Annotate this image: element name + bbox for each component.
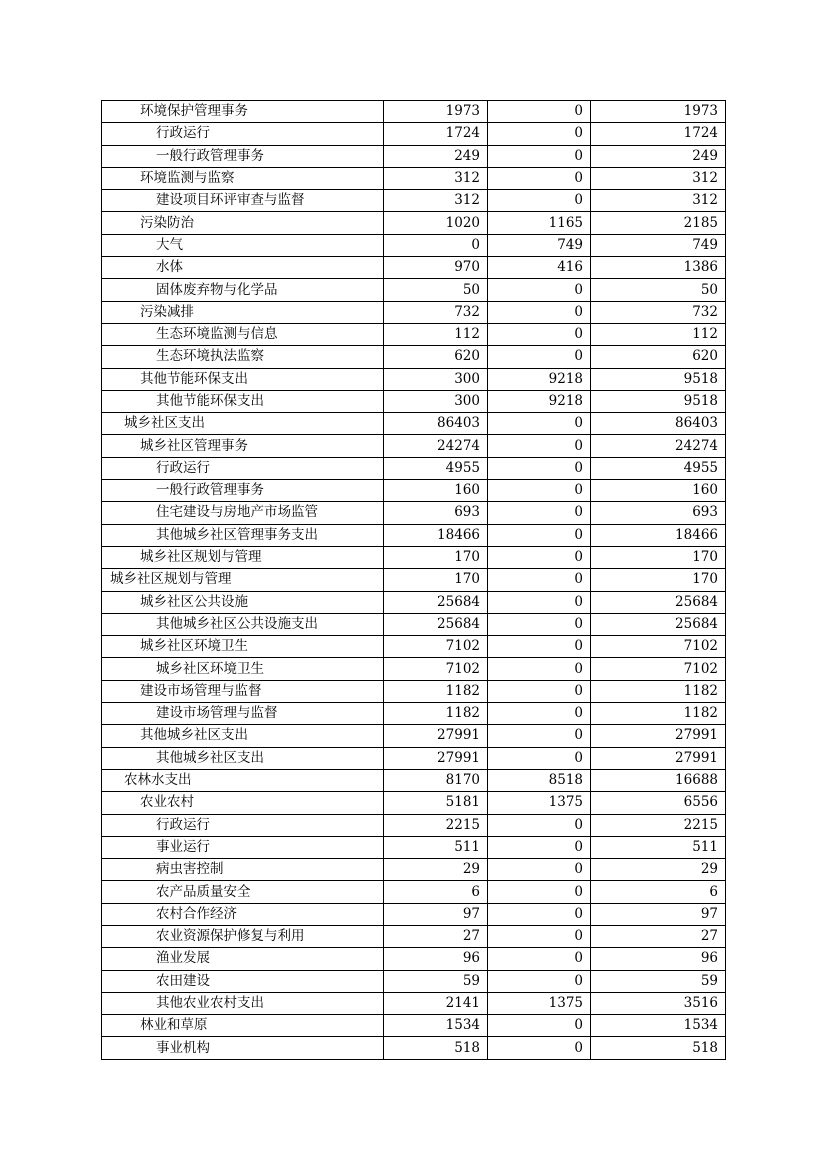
table-row — [102, 212, 726, 234]
value-cell-col2: 0 — [488, 524, 591, 546]
value-cell-col1: 1724 — [384, 123, 488, 145]
value-cell-total: 7102 — [591, 636, 726, 658]
value-cell-col2: 0 — [488, 457, 591, 479]
value-cell-total: 25684 — [591, 591, 726, 613]
table-row — [102, 769, 726, 791]
value-cell-col1: 300 — [384, 390, 488, 412]
item-name-cell: 其他城乡社区支出 — [102, 725, 384, 747]
table-row — [102, 502, 726, 524]
table-row — [102, 190, 726, 212]
table-row — [102, 546, 726, 568]
table-row — [102, 613, 726, 635]
value-cell-col2: 0 — [488, 413, 591, 435]
item-name-cell: 固体废弃物与化学品 — [102, 279, 384, 301]
table-row — [102, 368, 726, 390]
value-cell-col1: 112 — [384, 323, 488, 345]
value-cell-col2: 0 — [488, 836, 591, 858]
value-cell-total: 1534 — [591, 1015, 726, 1037]
value-cell-col1: 1182 — [384, 703, 488, 725]
value-cell-total: 732 — [591, 301, 726, 323]
value-cell-col2: 0 — [488, 859, 591, 881]
item-name-cell: 其他节能环保支出 — [102, 368, 384, 390]
value-cell-total: 6 — [591, 881, 726, 903]
table-row — [102, 569, 726, 591]
table-row — [102, 792, 726, 814]
table-row — [102, 167, 726, 189]
value-cell-col1: 249 — [384, 145, 488, 167]
table-row — [102, 992, 726, 1014]
table-row — [102, 747, 726, 769]
item-name-cell: 城乡社区环境卫生 — [102, 636, 384, 658]
item-name-cell: 污染减排 — [102, 301, 384, 323]
item-name-cell: 农林水支出 — [102, 769, 384, 791]
item-name-cell: 事业运行 — [102, 836, 384, 858]
value-cell-col1: 6 — [384, 881, 488, 903]
value-cell-col2: 0 — [488, 948, 591, 970]
item-name-cell: 农村合作经济 — [102, 903, 384, 925]
item-name-cell: 其他农业农村支出 — [102, 992, 384, 1014]
value-cell-col2: 0 — [488, 346, 591, 368]
value-cell-total: 96 — [591, 948, 726, 970]
value-cell-col2: 1165 — [488, 212, 591, 234]
value-cell-total: 1182 — [591, 703, 726, 725]
item-name-cell: 建设项目环评审查与监督 — [102, 190, 384, 212]
value-cell-col1: 27991 — [384, 747, 488, 769]
item-name-cell: 农业农村 — [102, 792, 384, 814]
value-cell-col2: 0 — [488, 747, 591, 769]
table-row — [102, 814, 726, 836]
value-cell-col2: 0 — [488, 1037, 591, 1059]
value-cell-col2: 416 — [488, 257, 591, 279]
table-row — [102, 591, 726, 613]
value-cell-col2: 9218 — [488, 368, 591, 390]
value-cell-col2: 0 — [488, 145, 591, 167]
value-cell-col1: 170 — [384, 546, 488, 568]
item-name-cell: 农业资源保护修复与利用 — [102, 925, 384, 947]
value-cell-total: 27 — [591, 925, 726, 947]
item-name-cell: 渔业发展 — [102, 948, 384, 970]
value-cell-col2: 0 — [488, 480, 591, 502]
table-row — [102, 257, 726, 279]
table-row — [102, 346, 726, 368]
item-name-cell: 其他节能环保支出 — [102, 390, 384, 412]
value-cell-col1: 27991 — [384, 725, 488, 747]
value-cell-col2: 9218 — [488, 390, 591, 412]
budget-table — [101, 100, 726, 1060]
item-name-cell: 城乡社区规划与管理 — [102, 569, 384, 591]
value-cell-col1: 1182 — [384, 680, 488, 702]
item-name-cell: 行政运行 — [102, 123, 384, 145]
value-cell-total: 3516 — [591, 992, 726, 1014]
table-row — [102, 101, 726, 123]
value-cell-col1: 7102 — [384, 636, 488, 658]
value-cell-total: 1724 — [591, 123, 726, 145]
value-cell-col2: 0 — [488, 435, 591, 457]
table-row — [102, 1015, 726, 1037]
value-cell-col1: 518 — [384, 1037, 488, 1059]
value-cell-col1: 18466 — [384, 524, 488, 546]
value-cell-col1: 1973 — [384, 101, 488, 123]
value-cell-col1: 27 — [384, 925, 488, 947]
value-cell-col2: 0 — [488, 591, 591, 613]
value-cell-col1: 1534 — [384, 1015, 488, 1037]
table-row — [102, 413, 726, 435]
value-cell-total: 518 — [591, 1037, 726, 1059]
item-name-cell: 其他城乡社区公共设施支出 — [102, 613, 384, 635]
item-name-cell: 城乡社区管理事务 — [102, 435, 384, 457]
value-cell-col1: 97 — [384, 903, 488, 925]
table-row — [102, 145, 726, 167]
item-name-cell: 其他城乡社区支出 — [102, 747, 384, 769]
table-row — [102, 658, 726, 680]
value-cell-col1: 312 — [384, 167, 488, 189]
value-cell-col1: 50 — [384, 279, 488, 301]
table-row — [102, 859, 726, 881]
value-cell-total: 112 — [591, 323, 726, 345]
value-cell-col2: 0 — [488, 703, 591, 725]
value-cell-col1: 1020 — [384, 212, 488, 234]
item-name-cell: 城乡社区环境卫生 — [102, 658, 384, 680]
table-row — [102, 480, 726, 502]
table-row — [102, 234, 726, 256]
value-cell-total: 312 — [591, 190, 726, 212]
value-cell-total: 749 — [591, 234, 726, 256]
item-name-cell: 生态环境监测与信息 — [102, 323, 384, 345]
item-name-cell: 环境监测与监察 — [102, 167, 384, 189]
table-row — [102, 123, 726, 145]
value-cell-total: 27991 — [591, 747, 726, 769]
value-cell-total: 86403 — [591, 413, 726, 435]
value-cell-total: 312 — [591, 167, 726, 189]
table-row — [102, 1037, 726, 1059]
item-name-cell: 大气 — [102, 234, 384, 256]
table-row — [102, 903, 726, 925]
item-name-cell: 水体 — [102, 257, 384, 279]
value-cell-col1: 96 — [384, 948, 488, 970]
table-row — [102, 836, 726, 858]
value-cell-total: 170 — [591, 546, 726, 568]
value-cell-col2: 0 — [488, 167, 591, 189]
table-row — [102, 703, 726, 725]
table-row — [102, 323, 726, 345]
value-cell-total: 4955 — [591, 457, 726, 479]
value-cell-col2: 0 — [488, 814, 591, 836]
value-cell-col1: 2215 — [384, 814, 488, 836]
value-cell-total: 16688 — [591, 769, 726, 791]
value-cell-col1: 970 — [384, 257, 488, 279]
table-row — [102, 680, 726, 702]
value-cell-col2: 0 — [488, 925, 591, 947]
table-row — [102, 301, 726, 323]
value-cell-col2: 0 — [488, 279, 591, 301]
item-name-cell: 建设市场管理与监督 — [102, 703, 384, 725]
value-cell-col1: 8170 — [384, 769, 488, 791]
table-row — [102, 948, 726, 970]
value-cell-col1: 4955 — [384, 457, 488, 479]
value-cell-col1: 24274 — [384, 435, 488, 457]
item-name-cell: 一般行政管理事务 — [102, 480, 384, 502]
value-cell-total: 7102 — [591, 658, 726, 680]
value-cell-total: 511 — [591, 836, 726, 858]
value-cell-total: 2215 — [591, 814, 726, 836]
value-cell-total: 18466 — [591, 524, 726, 546]
value-cell-col1: 0 — [384, 234, 488, 256]
value-cell-col1: 29 — [384, 859, 488, 881]
item-name-cell: 建设市场管理与监督 — [102, 680, 384, 702]
value-cell-col1: 5181 — [384, 792, 488, 814]
value-cell-total: 27991 — [591, 725, 726, 747]
budget-table-body — [102, 101, 726, 1060]
value-cell-col2: 0 — [488, 658, 591, 680]
value-cell-col2: 0 — [488, 323, 591, 345]
value-cell-col1: 300 — [384, 368, 488, 390]
value-cell-col1: 312 — [384, 190, 488, 212]
value-cell-col1: 7102 — [384, 658, 488, 680]
table-row — [102, 925, 726, 947]
value-cell-col2: 8518 — [488, 769, 591, 791]
table-row — [102, 457, 726, 479]
value-cell-total: 2185 — [591, 212, 726, 234]
value-cell-col2: 0 — [488, 680, 591, 702]
value-cell-col2: 0 — [488, 123, 591, 145]
item-name-cell: 一般行政管理事务 — [102, 145, 384, 167]
item-name-cell: 行政运行 — [102, 814, 384, 836]
item-name-cell: 生态环境执法监察 — [102, 346, 384, 368]
value-cell-total: 24274 — [591, 435, 726, 457]
value-cell-col2: 0 — [488, 881, 591, 903]
item-name-cell: 城乡社区支出 — [102, 413, 384, 435]
value-cell-total: 59 — [591, 970, 726, 992]
value-cell-col2: 0 — [488, 546, 591, 568]
table-row — [102, 881, 726, 903]
value-cell-col2: 0 — [488, 903, 591, 925]
value-cell-col2: 0 — [488, 569, 591, 591]
table-row — [102, 725, 726, 747]
value-cell-col1: 170 — [384, 569, 488, 591]
table-row — [102, 435, 726, 457]
value-cell-col1: 620 — [384, 346, 488, 368]
value-cell-total: 160 — [591, 480, 726, 502]
value-cell-total: 1973 — [591, 101, 726, 123]
item-name-cell: 城乡社区公共设施 — [102, 591, 384, 613]
item-name-cell: 病虫害控制 — [102, 859, 384, 881]
value-cell-total: 9518 — [591, 390, 726, 412]
item-name-cell: 其他城乡社区管理事务支出 — [102, 524, 384, 546]
item-name-cell: 城乡社区规划与管理 — [102, 546, 384, 568]
value-cell-col2: 749 — [488, 234, 591, 256]
value-cell-col2: 0 — [488, 301, 591, 323]
value-cell-col1: 59 — [384, 970, 488, 992]
item-name-cell: 行政运行 — [102, 457, 384, 479]
value-cell-col2: 0 — [488, 970, 591, 992]
item-name-cell: 住宅建设与房地产市场监管 — [102, 502, 384, 524]
value-cell-col1: 25684 — [384, 613, 488, 635]
value-cell-col2: 0 — [488, 613, 591, 635]
value-cell-col1: 25684 — [384, 591, 488, 613]
value-cell-col1: 693 — [384, 502, 488, 524]
value-cell-total: 1182 — [591, 680, 726, 702]
item-name-cell: 农田建设 — [102, 970, 384, 992]
value-cell-total: 9518 — [591, 368, 726, 390]
table-row — [102, 970, 726, 992]
table-row — [102, 390, 726, 412]
value-cell-col1: 2141 — [384, 992, 488, 1014]
table-row — [102, 279, 726, 301]
value-cell-total: 29 — [591, 859, 726, 881]
value-cell-total: 170 — [591, 569, 726, 591]
value-cell-col2: 1375 — [488, 792, 591, 814]
item-name-cell: 林业和草原 — [102, 1015, 384, 1037]
value-cell-col2: 0 — [488, 725, 591, 747]
table-row — [102, 524, 726, 546]
value-cell-total: 620 — [591, 346, 726, 368]
value-cell-col2: 0 — [488, 502, 591, 524]
value-cell-col2: 1375 — [488, 992, 591, 1014]
value-cell-col1: 86403 — [384, 413, 488, 435]
value-cell-col1: 160 — [384, 480, 488, 502]
value-cell-col1: 511 — [384, 836, 488, 858]
value-cell-col2: 0 — [488, 101, 591, 123]
value-cell-total: 249 — [591, 145, 726, 167]
value-cell-col2: 0 — [488, 636, 591, 658]
value-cell-col2: 0 — [488, 1015, 591, 1037]
value-cell-total: 1386 — [591, 257, 726, 279]
value-cell-total: 50 — [591, 279, 726, 301]
item-name-cell: 事业机构 — [102, 1037, 384, 1059]
value-cell-col1: 732 — [384, 301, 488, 323]
value-cell-col2: 0 — [488, 190, 591, 212]
value-cell-total: 693 — [591, 502, 726, 524]
value-cell-total: 25684 — [591, 613, 726, 635]
item-name-cell: 污染防治 — [102, 212, 384, 234]
item-name-cell: 环境保护管理事务 — [102, 101, 384, 123]
table-row — [102, 636, 726, 658]
value-cell-total: 6556 — [591, 792, 726, 814]
value-cell-total: 97 — [591, 903, 726, 925]
item-name-cell: 农产品质量安全 — [102, 881, 384, 903]
